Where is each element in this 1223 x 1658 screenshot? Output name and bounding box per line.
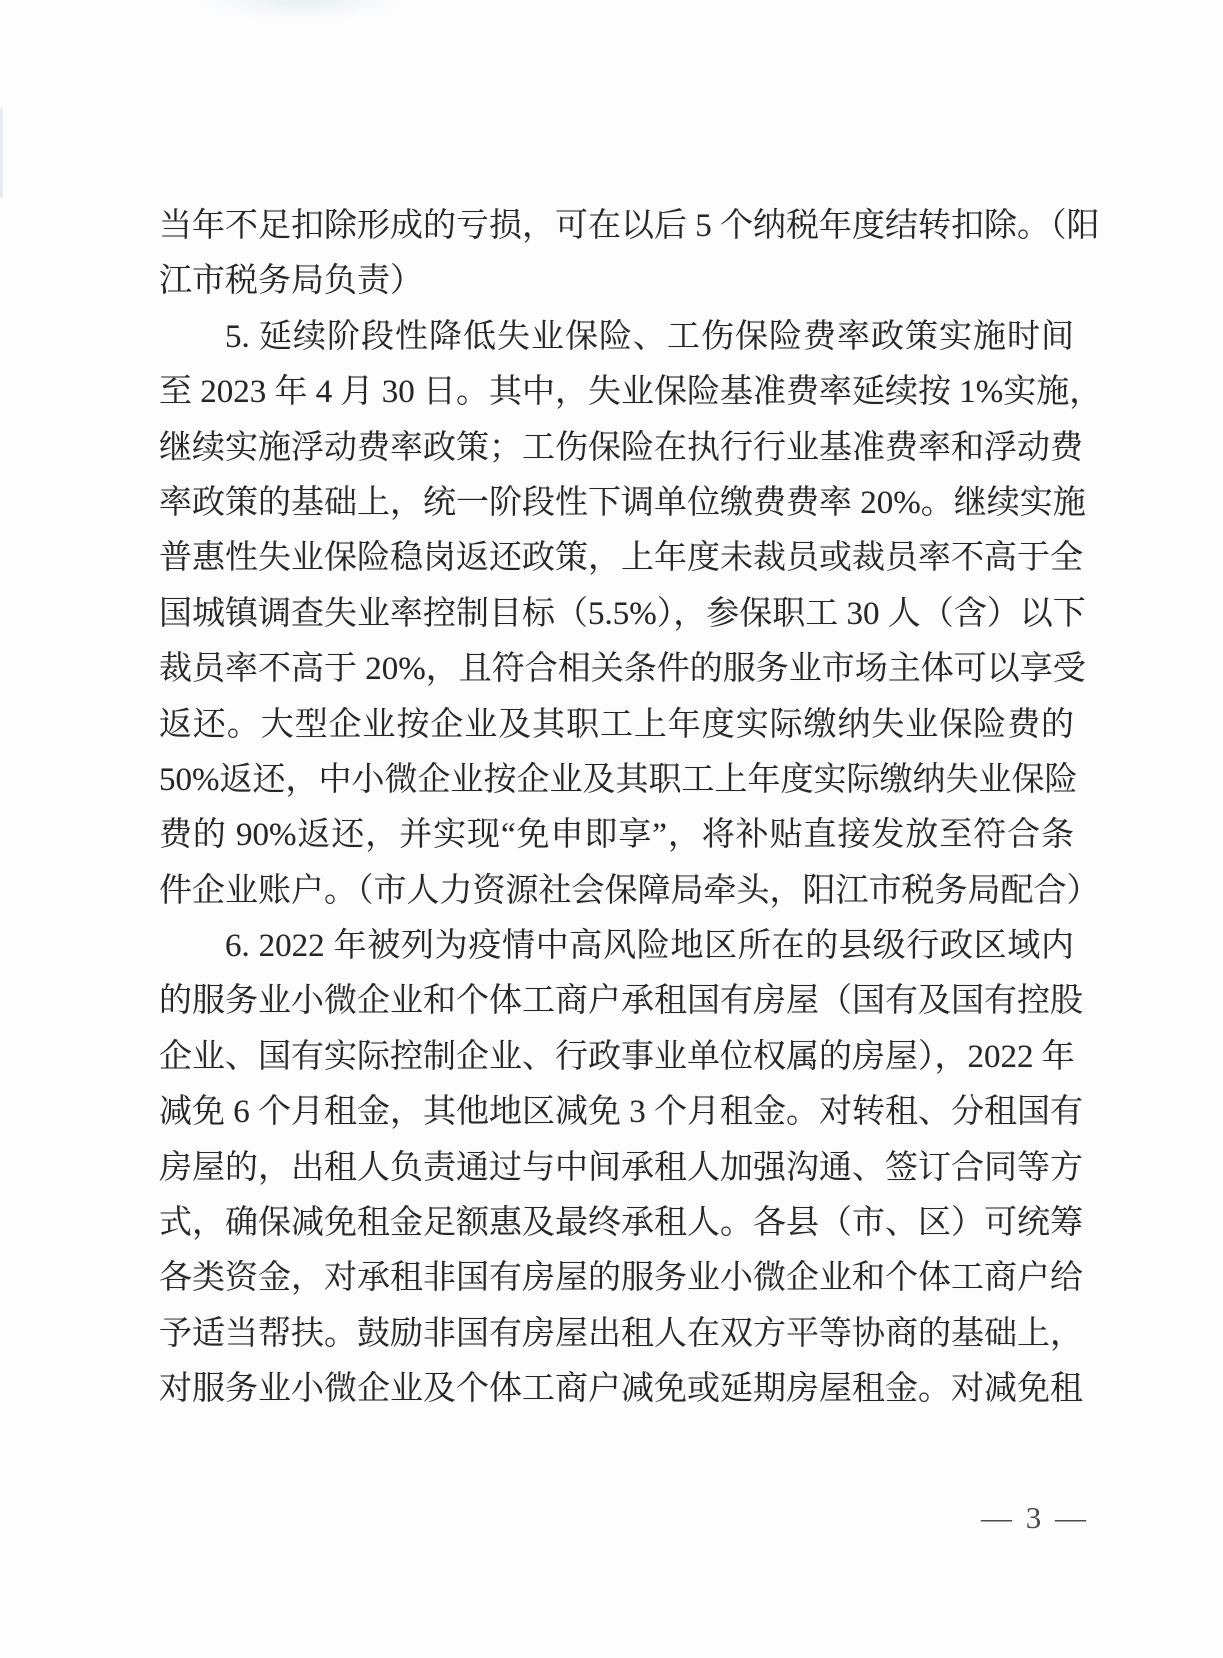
text-line: 当年不足扣除形成的亏损，可在以后 5 个纳税年度结转扣除。（阳 (159, 208, 1100, 244)
text-line-item-6-start: 6. 2022 年被列为疫情中高风险地区所在的县级行政区域内 (225, 928, 1074, 965)
text-line: 费的 90%返还，并实现“免申即享”，将补贴直接发放至符合条 (159, 817, 1074, 854)
text-line: 式，确保减免租金足额惠及最终承租人。各县（市、区）可统筹 (159, 1205, 1083, 1242)
text-line: 返还。大型企业按企业及其职工上年度实际缴纳失业保险费的 (159, 706, 1074, 743)
text-line: 至 2023 年 4 月 30 日。其中，失业保险基准费率延续按 1%实施， (159, 374, 1103, 411)
text-line: 对服务业小微企业及个体工商户减免或延期房屋租金。对减免租 (159, 1371, 1083, 1408)
text-line-item-5-start: 5. 延续阶段性降低失业保险、工伤保险费率政策实施时间 (225, 318, 1074, 355)
text-line: 予适当帮扶。鼓励非国有房屋出租人在双方平等协商的基础上， (159, 1315, 1083, 1352)
scan-artifact-top (196, 0, 406, 20)
text-line: 减免 6 个月租金，其他地区减免 3 个月租金。对转租、分租国有 (159, 1094, 1083, 1131)
text-line: 普惠性失业保险稳岗返还政策，上年度未裁员或裁员率不高于全 (159, 540, 1083, 577)
text-line: 的服务业小微企业和个体工商户承租国有房屋（国有及国有控股 (159, 983, 1083, 1020)
text-line: 国城镇调查失业率控制目标（5.5%），参保职工 30 人（含）以下 (159, 595, 1086, 632)
text-line: 继续实施浮动费率政策；工伤保险在执行行业基准费率和浮动费 (159, 429, 1083, 466)
document-body (159, 199, 1103, 1418)
text-line: 江市税务局负责） (159, 263, 423, 300)
page-number: — 3 — (981, 1500, 1089, 1535)
text-line: 各类资金，对承租非国有房屋的服务业小微企业和个体工商户给 (159, 1260, 1083, 1297)
text-line: 企业、国有实际控制企业、行政事业单位权属的房屋），2022 年 (159, 1038, 1075, 1075)
text-line: 50%返还，中小微企业按企业及其职工上年度实际缴纳失业保险 (159, 761, 1078, 798)
text-line: 件企业账户。（市人力资源社会保障局牵头，阳江市税务局配合） (159, 872, 1100, 909)
text-line: 房屋的，出租人负责通过与中间承租人加强沟通、签订合同等方 (159, 1149, 1083, 1186)
text-line: 裁员率不高于 20%，且符合相关条件的服务业市场主体可以享受 (159, 651, 1086, 688)
text-line: 率政策的基础上，统一阶段性下调单位缴费费率 20%。继续实施 (159, 484, 1086, 521)
scan-artifact-left-edge (0, 108, 3, 198)
